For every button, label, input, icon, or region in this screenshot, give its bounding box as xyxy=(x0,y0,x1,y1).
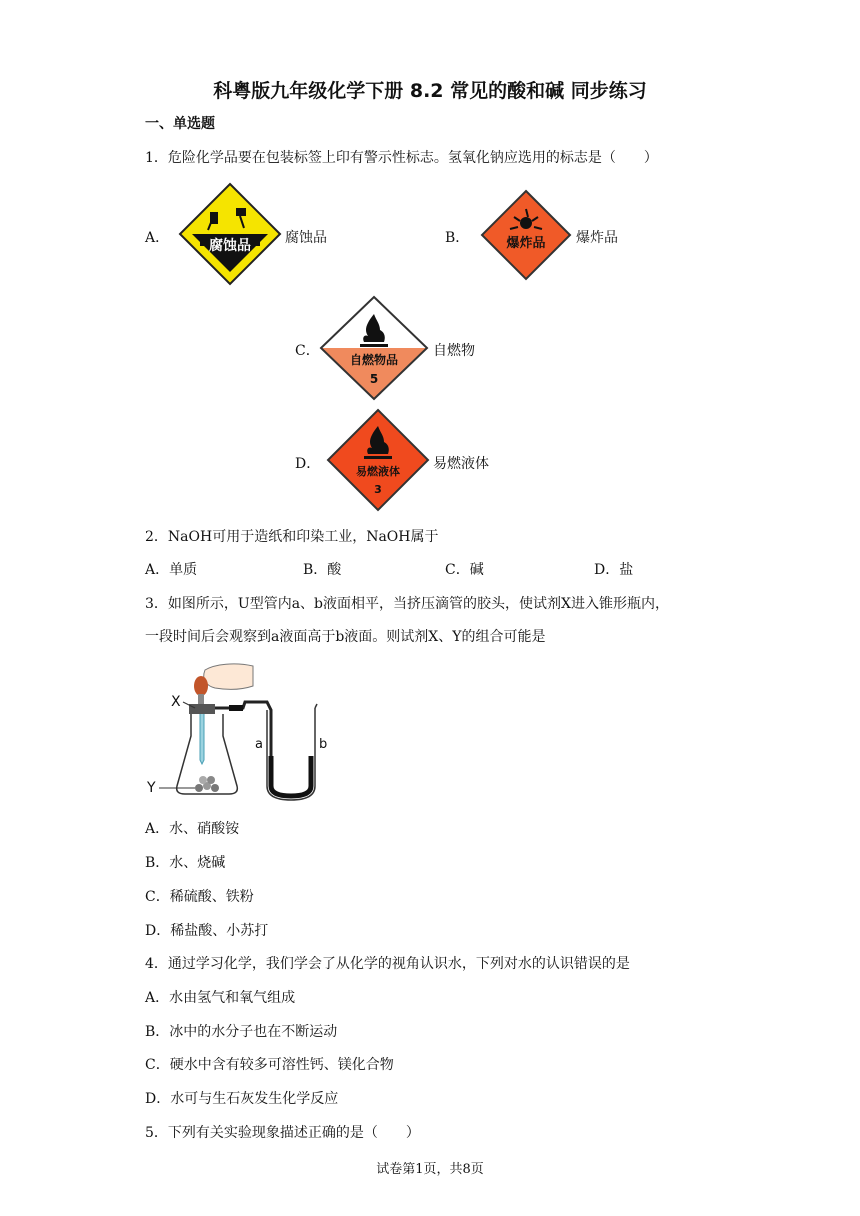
figure-label-b: b xyxy=(319,737,328,752)
q4-option-d: D．水可与生石灰发生化学反应 xyxy=(145,1091,339,1107)
q1-option-d-label: 易燃液体 xyxy=(433,456,489,472)
q1-option-d-letter: D． xyxy=(295,456,321,472)
figure-label-x: X xyxy=(171,694,181,710)
question-5-stem: 5．下列有关实验现象描述正确的是（ ） xyxy=(145,1125,420,1141)
q3-option-a: A．水、硝酸铵 xyxy=(145,821,240,837)
u-tube-experiment-diagram xyxy=(145,660,335,808)
q1-option-c-label: 自燃物 xyxy=(433,343,475,359)
figure-label-y: Y xyxy=(147,780,156,796)
q2-option-b: B．酸 xyxy=(303,562,342,578)
section-heading: 一、单选题 xyxy=(145,116,215,132)
q3-option-c: C．稀硫酸、铁粉 xyxy=(145,889,254,905)
q1-option-a-letter: A． xyxy=(145,230,170,246)
q1-option-c-letter: C． xyxy=(295,343,320,359)
question-3-stem-line1: 3．如图所示，U型管内a、b液面相平，当挤压滴管的胶头，使试剂X进入锥形瓶内， xyxy=(145,596,669,612)
q1-sign-b-text: 爆炸品 xyxy=(506,236,546,251)
q4-option-c: C．硬水中含有较多可溶性钙、镁化合物 xyxy=(145,1057,394,1073)
q1-sign-c-text: 自燃物品 xyxy=(349,353,399,367)
q3-option-d: D．稀盐酸、小苏打 xyxy=(145,923,269,939)
page-footer: 试卷第1页，共8页 xyxy=(376,1162,484,1177)
q1-option-b-label: 爆炸品 xyxy=(576,230,618,246)
q2-option-a: A．单质 xyxy=(145,562,198,578)
question-3-stem-line2: 一段时间后会观察到a液面高于b液面。则试剂X、Y的组合可能是 xyxy=(145,629,546,645)
q1-sign-c-number: 5 xyxy=(369,372,379,386)
corrosive-sign-icon xyxy=(178,182,282,286)
q2-option-c: C．碱 xyxy=(445,562,484,578)
explosive-sign-icon xyxy=(480,189,572,281)
q1-sign-d-number: 3 xyxy=(374,483,382,496)
page-title: 科粤版九年级化学下册 8.2 常见的酸和碱 同步练习 xyxy=(213,80,647,102)
q1-sign-d-text: 易燃液体 xyxy=(356,465,400,478)
q2-option-d: D．盐 xyxy=(594,562,634,578)
q1-sign-a-text: 腐蚀品 xyxy=(209,238,251,254)
question-1-stem: 1．危险化学品要在包装标签上印有警示性标志。氢氧化钠应选用的标志是（ ） xyxy=(145,150,658,166)
figure-label-a: a xyxy=(255,737,263,752)
q1-option-b-letter: B． xyxy=(445,230,470,246)
q4-option-b: B．冰中的水分子也在不断运动 xyxy=(145,1024,338,1040)
flammable-liquid-sign-icon xyxy=(326,408,430,512)
spontaneous-combustion-sign-icon xyxy=(318,294,430,402)
q4-option-a: A．水由氢气和氧气组成 xyxy=(145,990,296,1006)
question-4-stem: 4．通过学习化学，我们学会了从化学的视角认识水，下列对水的认识错误的是 xyxy=(145,956,630,972)
question-2-stem: 2．NaOH可用于造纸和印染工业，NaOH属于 xyxy=(145,529,439,545)
q3-option-b: B．水、烧碱 xyxy=(145,855,226,871)
q1-option-a-label: 腐蚀品 xyxy=(285,230,327,246)
